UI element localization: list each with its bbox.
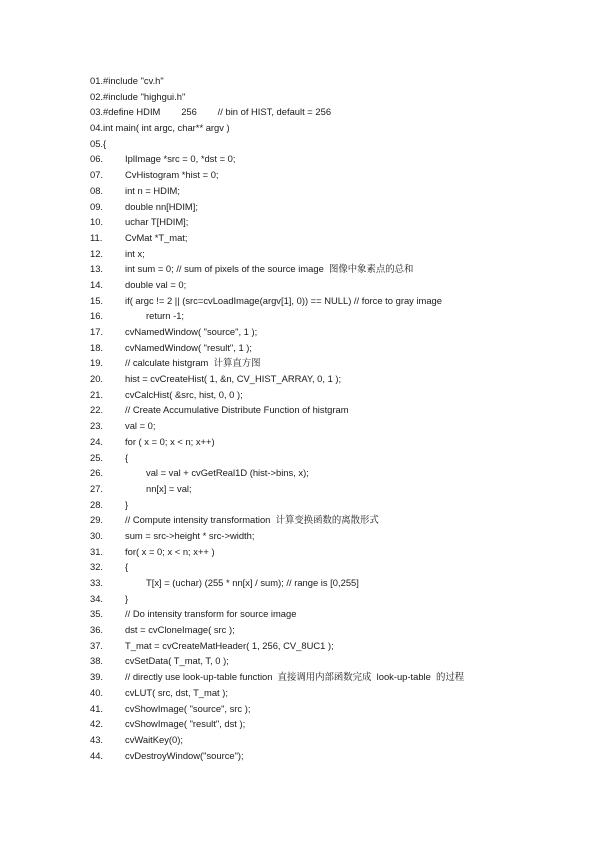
code-text: cvShowImage( "result", dst ); xyxy=(125,718,246,730)
code-line xyxy=(90,497,590,513)
code-text: { xyxy=(125,561,129,573)
line-number: 15. xyxy=(90,294,104,306)
code-text: hist = cvCreateHist( 1, &n, CV_HIST_ARRAY, 0, 1 ); xyxy=(125,373,342,385)
code-line xyxy=(90,638,590,654)
code-line xyxy=(90,732,590,748)
code-line xyxy=(90,450,590,466)
line-number: 06. xyxy=(90,153,104,165)
line-number: 14. xyxy=(90,278,104,290)
line-number: 26. xyxy=(90,467,104,479)
line-number: 32. xyxy=(90,561,104,573)
code-text: cvSetData( T_mat, T, 0 ); xyxy=(125,655,229,667)
line-number: 16. xyxy=(90,310,104,322)
code-text: double nn[HDIM]; xyxy=(125,200,198,212)
line-number: 41. xyxy=(90,702,104,714)
code-text: int main( int argc, char** argv ) xyxy=(103,122,230,134)
code-text: int n = HDIM; xyxy=(125,184,180,196)
code-text: CvHistogram *hist = 0; xyxy=(125,169,219,181)
code-line xyxy=(90,434,590,450)
line-number: 25. xyxy=(90,451,104,463)
line-number: 05. xyxy=(90,137,104,149)
code-text: } xyxy=(125,498,129,510)
line-number: 31. xyxy=(90,545,104,557)
line-number: 43. xyxy=(90,733,104,745)
line-number: 12. xyxy=(90,247,104,259)
code-line xyxy=(90,701,590,717)
code-line xyxy=(90,151,590,167)
code-text: cvCalcHist( &src, hist, 0, 0 ); xyxy=(125,388,243,400)
code-text: #include "highgui.h" xyxy=(103,90,186,102)
code-line xyxy=(90,653,590,669)
code-text: cvNamedWindow( "source", 1 ); xyxy=(125,326,258,337)
code-line xyxy=(90,355,590,371)
code-text: double val = 0; xyxy=(125,278,187,290)
line-number: 35. xyxy=(90,608,104,620)
code-line xyxy=(90,308,590,324)
code-text: T[x] = (uchar) (255 * nn[x] / sum); // range is [0,255] xyxy=(146,577,359,588)
code-line xyxy=(90,136,590,152)
code-line xyxy=(90,167,590,183)
code-line xyxy=(90,230,590,246)
line-number: 44. xyxy=(90,749,104,761)
line-number: 36. xyxy=(90,624,104,636)
code-text: } xyxy=(125,592,129,604)
code-text: cvShowImage( "source", src ); xyxy=(125,702,251,714)
code-listing xyxy=(90,73,590,763)
line-number: 39. xyxy=(90,671,104,683)
line-number: 29. xyxy=(90,514,104,526)
code-line xyxy=(90,104,590,120)
code-line xyxy=(90,246,590,262)
code-line xyxy=(90,183,590,199)
code-text: CvMat *T_mat; xyxy=(125,231,188,243)
line-number: 34. xyxy=(90,592,104,604)
code-line xyxy=(90,622,590,638)
code-line xyxy=(90,418,590,434)
code-text: cvWaitKey(0); xyxy=(125,733,183,745)
code-line xyxy=(90,214,590,230)
code-text: // Compute intensity transformation 计算变换函数的离散形式 xyxy=(125,514,379,526)
code-text: int sum = 0; // sum of pixels of the source image 图像中象素点的总和 xyxy=(125,263,414,275)
code-line xyxy=(90,481,590,497)
line-number: 30. xyxy=(90,529,104,541)
line-number: 24. xyxy=(90,435,104,447)
code-line xyxy=(90,748,590,764)
code-text: // Do intensity transform for source image xyxy=(125,608,297,620)
code-text: cvDestroyWindow("source"); xyxy=(125,749,244,761)
code-text: { xyxy=(125,451,129,463)
line-number: 27. xyxy=(90,482,104,494)
code-text: #include "cv.h" xyxy=(103,75,164,86)
code-line xyxy=(90,324,590,340)
code-text: cvNamedWindow( "result", 1 ); xyxy=(125,341,253,353)
code-line xyxy=(90,371,590,387)
code-line xyxy=(90,544,590,560)
code-line xyxy=(90,402,590,418)
line-number: 07. xyxy=(90,169,104,181)
line-number: 20. xyxy=(90,373,104,385)
code-line xyxy=(90,293,590,309)
line-number: 22. xyxy=(90,404,104,416)
code-text: T_mat = cvCreateMatHeader( 1, 256, CV_8UC1 ); xyxy=(125,639,334,651)
code-line xyxy=(90,528,590,544)
line-number: 38. xyxy=(90,655,104,667)
code-line xyxy=(90,575,590,591)
code-text: #define HDIM 256 // bin of HIST, default = 256 xyxy=(103,106,332,118)
line-number: 37. xyxy=(90,639,104,651)
line-number: 40. xyxy=(90,686,104,698)
line-number: 10. xyxy=(90,216,104,228)
line-number: 33. xyxy=(90,577,104,588)
code-line xyxy=(90,73,590,89)
code-text: { xyxy=(103,137,107,149)
line-number: 09. xyxy=(90,200,104,212)
line-number: 19. xyxy=(90,357,104,369)
code-line xyxy=(90,465,590,481)
code-line xyxy=(90,340,590,356)
line-number: 04. xyxy=(90,122,104,134)
code-text: nn[x] = val; xyxy=(146,482,192,494)
code-text: int x; xyxy=(125,247,145,259)
code-text: for ( x = 0; x < n; x++) xyxy=(125,435,215,447)
code-text: sum = src->height * src->width; xyxy=(125,529,255,541)
line-number: 02. xyxy=(90,90,104,102)
line-number: 42. xyxy=(90,718,104,730)
code-line xyxy=(90,261,590,277)
code-line xyxy=(90,669,590,685)
line-number: 17. xyxy=(90,326,104,337)
code-line xyxy=(90,559,590,575)
code-text: if( argc != 2 || (src=cvLoadImage(argv[1], 0)) == NULL) // force to gray image xyxy=(125,294,442,306)
code-line xyxy=(90,716,590,732)
line-number: 23. xyxy=(90,420,104,432)
line-number: 18. xyxy=(90,341,104,353)
line-number: 11. xyxy=(90,231,103,243)
code-text: val = val + cvGetReal1D (hist->bins, x); xyxy=(146,467,309,479)
code-text: // directly use look-up-table function 直接调用内部函数完成 look-up-table 的过程 xyxy=(125,671,465,683)
code-line xyxy=(90,606,590,622)
code-line xyxy=(90,120,590,136)
code-line xyxy=(90,591,590,607)
code-line xyxy=(90,89,590,105)
line-number: 08. xyxy=(90,184,104,196)
code-text: IplImage *src = 0, *dst = 0; xyxy=(125,153,236,165)
code-text: dst = cvCloneImage( src ); xyxy=(125,624,235,636)
line-number: 03. xyxy=(90,106,104,118)
line-number: 01. xyxy=(90,75,104,86)
line-number: 28. xyxy=(90,498,104,510)
code-text: for( x = 0; x < n; x++ ) xyxy=(125,545,215,557)
code-line xyxy=(90,277,590,293)
line-number: 21. xyxy=(90,388,104,400)
code-line xyxy=(90,387,590,403)
code-text: cvLUT( src, dst, T_mat ); xyxy=(125,686,228,698)
line-number: 13. xyxy=(90,263,104,275)
code-text: // Create Accumulative Distribute Function of histgram xyxy=(125,404,349,416)
code-line xyxy=(90,685,590,701)
code-text: val = 0; xyxy=(125,420,156,432)
code-text: // calculate histgram 计算直方图 xyxy=(125,357,261,369)
code-text: return -1; xyxy=(146,310,185,322)
code-line xyxy=(90,199,590,215)
code-text: uchar T[HDIM]; xyxy=(125,216,189,228)
code-line xyxy=(90,512,590,528)
